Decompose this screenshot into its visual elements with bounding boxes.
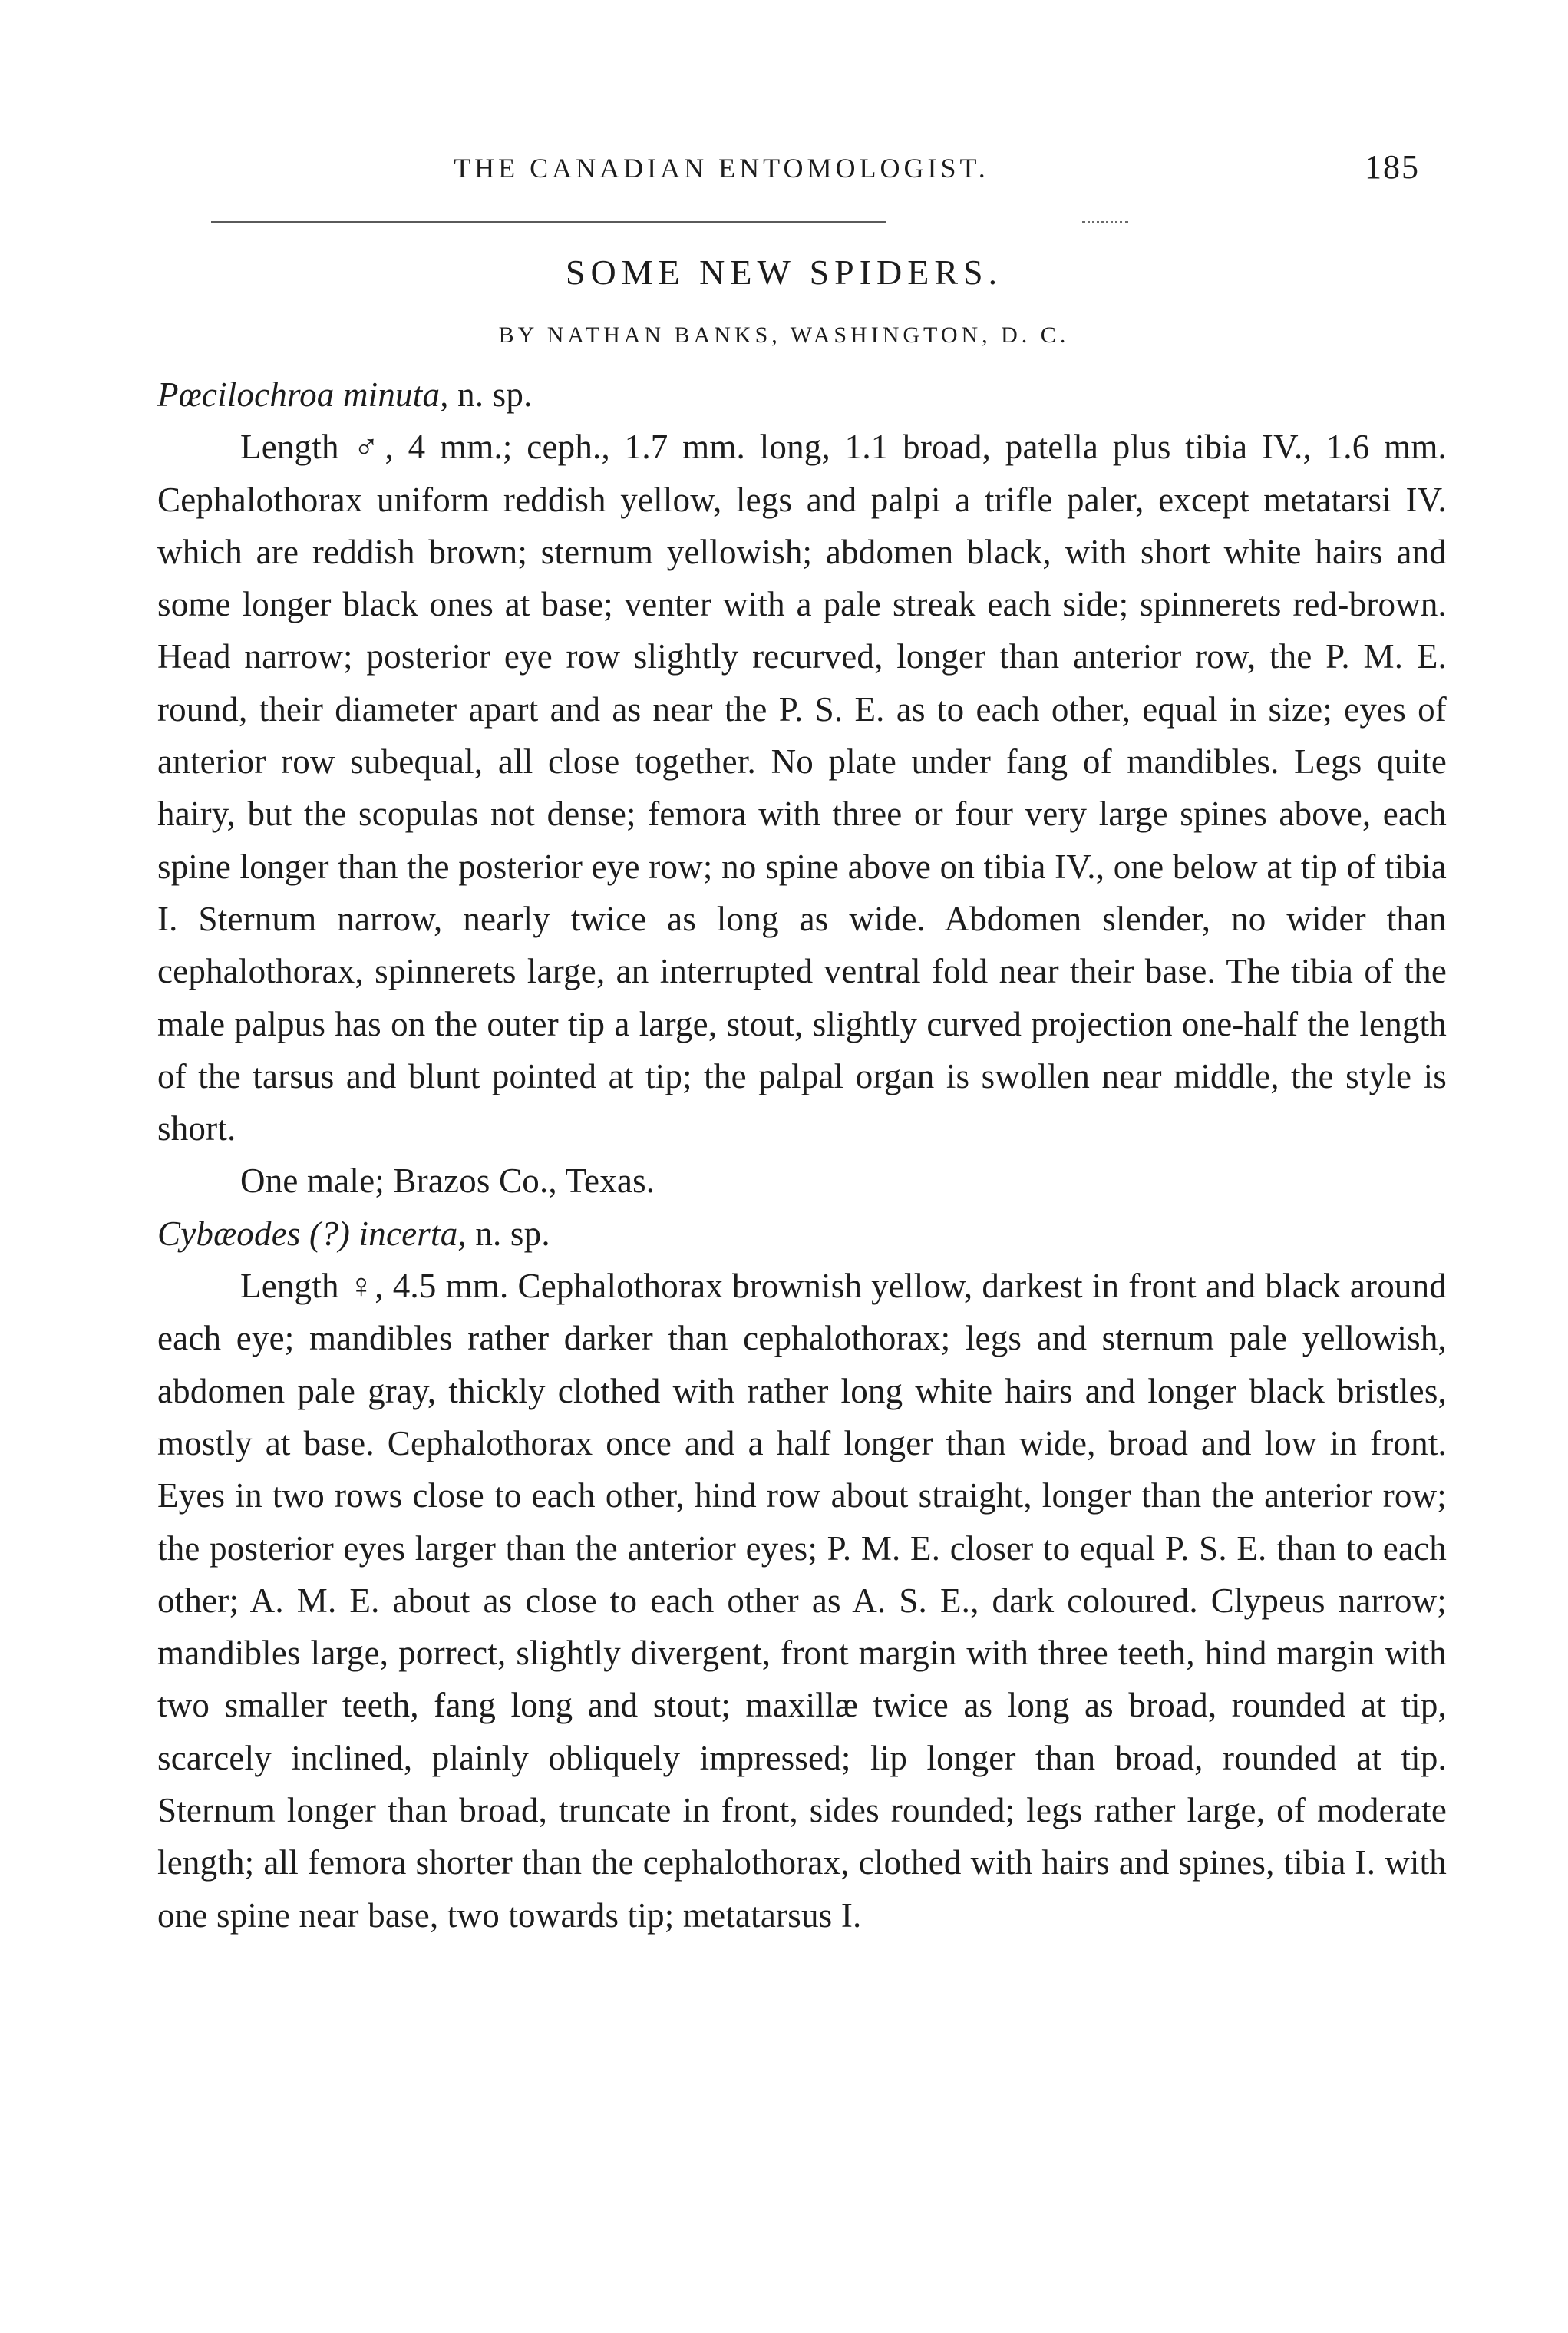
article-body [157, 368, 1447, 1941]
species-description: Length ♀, 4.5 mm. Cephalothorax brownish yellow, darkest in front and black around each eye; mandibles rather darker than cephalothorax; legs and sternum pale yellowish, abdomen pale gray, thickly clothed with rather long white hairs and longer black bristles, mostly at base. Cephalothorax once and a half longer than wide, broad and low in front. Eyes in two rows close to each other, hind row about straight, longer than the anterior row; the posterior eyes larger than the anterior eyes; P. M. E. closer to equal P. S. E. than to each other; A. M. E. about as close to each other as A. S. E., dark coloured. Clypeus narrow; mandibles large, porrect, slightly divergent, front margin with three teeth, hind margin with two smaller teeth, fang long and stout; maxillæ twice as long as broad, rounded at tip, scarcely inclined, plainly obliquely impressed; lip longer than broad, rounded at tip. Sternum longer than broad, truncate in front, sides rounded; legs rather large, of moderate length; all femora shorter than the cephalothorax, clothed with hairs and spines, tibia I. with one spine near base, two towards tip; metatarsus I. [157, 1267, 1447, 1935]
header-rule-tail [1082, 221, 1128, 223]
running-head [161, 148, 1420, 190]
species-status: n. sp. [475, 1214, 550, 1253]
journal-title: THE CANADIAN ENTOMOLOGIST. [454, 153, 989, 183]
article-byline: BY NATHAN BANKS, WASHINGTON, D. C. [498, 322, 1070, 348]
species-name: Cybæodes (?) incerta, [157, 1214, 467, 1253]
species-name: Pœcilochroa minuta, [157, 375, 449, 414]
header-rule [211, 221, 886, 223]
species-heading [157, 1208, 1447, 1260]
article-title: SOME NEW SPIDERS. [565, 253, 1003, 292]
species-heading [157, 368, 1447, 421]
species-locality: One male; Brazos Co., Texas. [240, 1162, 655, 1201]
page-number: 185 [1365, 148, 1420, 186]
species-status: n. sp. [457, 375, 533, 414]
species-description: Length ♂, 4 mm.; ceph., 1.7 mm. long, 1.1 broad, patella plus tibia IV., 1.6 mm. Cephalothorax uniform reddish yellow, legs and palpi a trifle paler, except metatarsi IV. which are reddish brown; sternum yellowish; abdomen black, with short white hairs and some longer black ones at base; venter with a pale streak each side; spinnerets red-brown. Head narrow; posterior eye row slightly recurved, longer than anterior row, the P. M. E. round, their diameter apart and as near the P. S. E. as to each other, equal in size; eyes of anterior row subequal, all close together. No plate under fang of mandibles. Legs quite hairy, but the scopulas not dense; femora with three or four very large spines above, each spine longer than the posterior eye row; no spine above on tibia IV., one below at tip of tibia I. Sternum narrow, nearly twice as long as wide. Abdomen slender, no wider than cephalothorax, spinnerets large, an interrupted ventral fold near their base. The tibia of the male palpus has on the outer tip a large, stout, slightly curved projection one-half the length of the tarsus and blunt pointed at tip; the palpal organ is swollen near middle, the style is short. [157, 428, 1447, 1148]
